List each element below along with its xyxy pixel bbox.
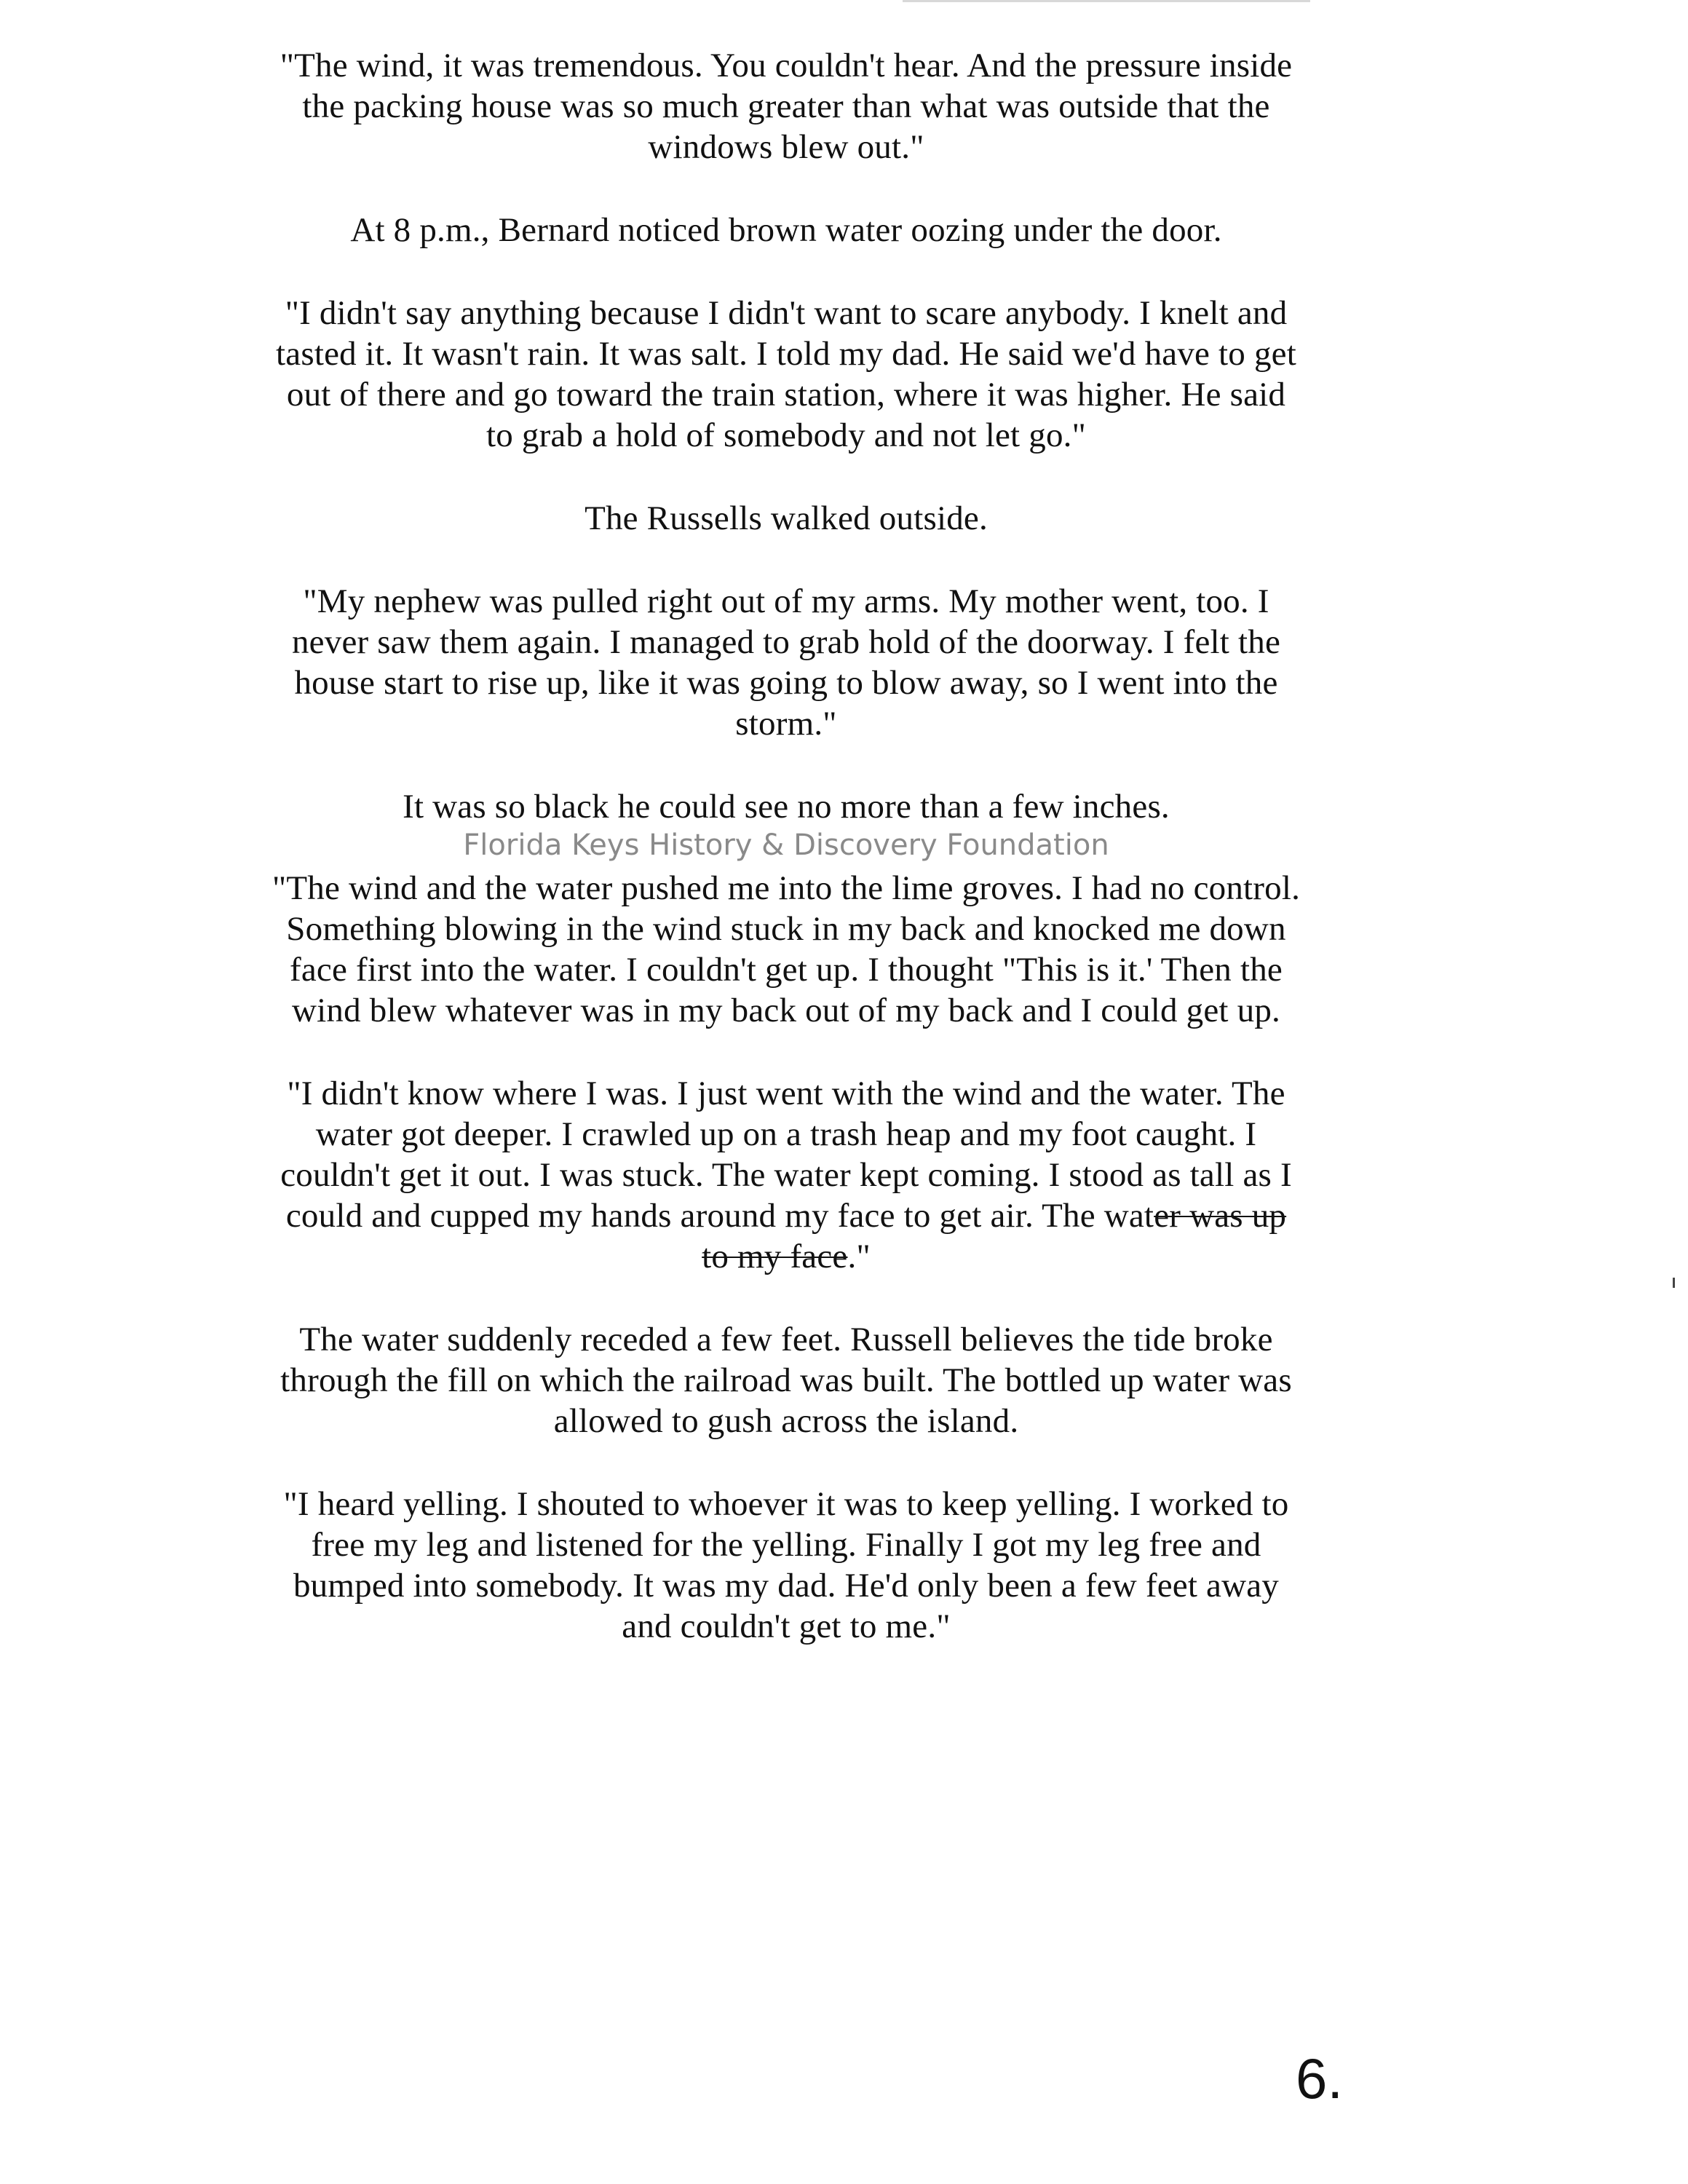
paragraph-8-text: "I didn't know where I was. I just went with the wind and the water. The water got deeper. I crawled up on a trash heap and my foot caught. I couldn't get it out. I was stuck. The water kept coming. I stood as tall as I could and cupped my hands around my face to get air. [280,1075,1292,1235]
struck-line-prefix: The wat [1042,1197,1154,1235]
page-number: 6. [1296,2046,1344,2110]
paragraph-1: "The wind, it was tremendous. You couldn't hear. And the pressure inside the packing house was so much greater than what was outside that the windows blew out." [280,47,1293,166]
scan-mark [1673,1278,1675,1288]
paragraph-9: The water suddenly receded a few feet. Russell believes the tide broke through the fill on which the railroad was built. The bottled up water was allowed to gush across the island. [280,1321,1292,1440]
struck-text: er was up to my face [702,1197,1287,1275]
paragraph-7: "The wind and the water pushed me into the lime groves. I had no control. Something blowing in the wind stuck in my back and knocked me down face first into the water. I couldn't get up. I thought "This is it.' Then the wind blew whatever was in my back out of my back and I could get up. [272,869,1301,1029]
paragraph-5: "My nephew was pulled right out of my arms. My mother went, too. I never saw them again. I managed to grab hold of the doorway. I felt the house start to rise up, like it was going to blow away, so I went into the storm." [291,582,1280,743]
struck-line-suffix: ." [847,1238,871,1275]
watermark: Florida Keys History & Discovery Foundation [463,828,1109,862]
paragraph-10: "I heard yelling. I shouted to whoever it was to keep yelling. I worked to free my leg and listened for the yelling. Finally I got my leg free and bumped into somebody. It was my dad. He'd only been a few feet away and couldn't get to me." [283,1485,1289,1645]
scan-edge [903,0,1310,2]
paragraph-2: At 8 p.m., Bernard noticed brown water oozing under the door. [350,211,1222,249]
paragraph-8 [269,1073,1303,1277]
paragraph-3: "I didn't say anything because I didn't want to scare anybody. I knelt and tasted it. It wasn't rain. It was salt. I told my dad. He said we'd have to get out of there and go toward the train station, where it was higher. He said to grab a hold of somebody and not let go." [276,294,1296,454]
text-column [269,45,1303,1689]
paragraph-6: It was so black he could see no more than a few inches. [403,788,1170,826]
paragraph-4: The Russells walked outside. [585,499,988,537]
